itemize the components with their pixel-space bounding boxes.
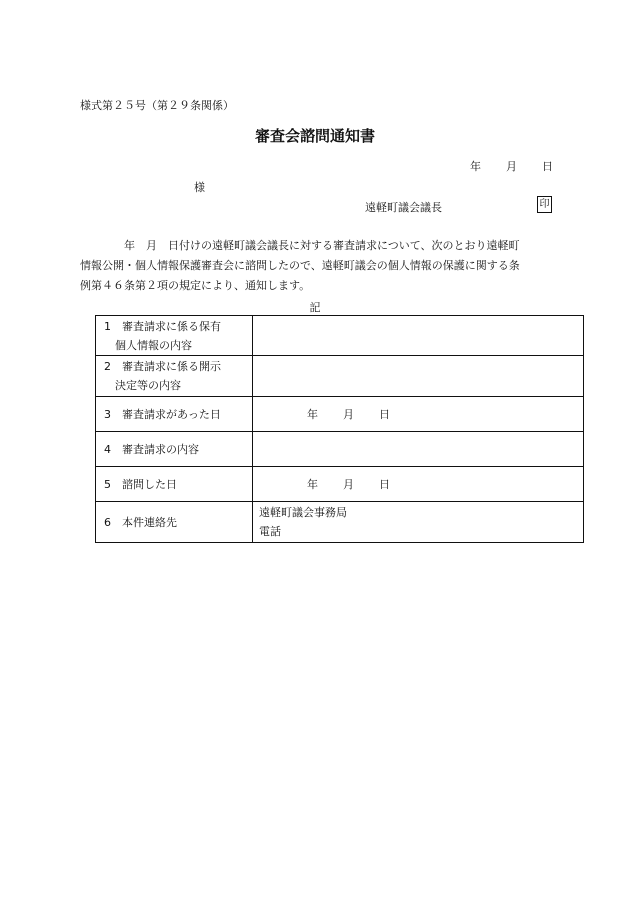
row2-label-line1: 2 審査請求に係る開示 [104,360,221,373]
ki-heading: 記 [309,301,321,314]
row6-value[interactable] [253,502,584,543]
body-line-1: 年 月 日付けの遠軽町議会議長に対する審査請求について、次のとおり遠軽町 [80,239,520,252]
date-month: 月 [506,160,517,173]
row3-label: 3 審査請求があった日 [96,397,253,432]
row5-value[interactable] [253,467,584,502]
date-day: 日 [542,160,553,173]
row1-label-line2: 個人情報の内容 [104,338,192,352]
row3-value[interactable] [253,397,584,432]
row3-day: 日 [379,407,390,421]
form-number: 様式第２５号（第２９条関係） [80,99,234,112]
table-row [96,397,584,432]
row2-label-line2: 決定等の内容 [104,379,181,392]
row1-label-line1: 1 審査請求に係る保有 [104,319,221,333]
body-line-2: 情報公開・個人情報保護審査会に諮問したので、遠軽町議会の個人情報の保護に関する条 [80,259,520,272]
sender-name: 遠軽町議会議長 [365,201,442,214]
document-title: 審査会諮問通知書 [254,127,375,145]
row6-label: 6 本件連絡先 [96,502,253,543]
row5-day: 日 [379,477,390,491]
contact-phone: 電話 [259,525,281,538]
row3-month: 月 [343,407,354,421]
table-row [96,316,584,356]
table-row [96,467,584,502]
date-year: 年 [470,160,481,173]
table-row [96,432,584,467]
row1-value[interactable] [253,316,584,356]
body-line-3: 例第４６条第２項の規定により、通知します。 [80,279,311,292]
row5-label: 5 諮問した日 [96,467,253,502]
addressee-suffix: 様 [194,181,205,194]
row2-label [96,356,253,397]
seal-mark: 印 [537,196,552,213]
contact-office: 遠軽町議会事務局 [259,506,347,519]
date-line [470,158,553,174]
row5-month: 月 [343,477,354,491]
table-row [96,356,584,397]
row4-label: 4 審査請求の内容 [96,432,253,467]
body-paragraph [80,236,560,296]
items-table [95,315,584,543]
row2-value[interactable] [253,356,584,397]
row1-label [96,316,253,356]
row3-year: 年 [307,407,318,421]
row5-year: 年 [307,477,318,491]
row4-value[interactable] [253,432,584,467]
table-row [96,502,584,543]
